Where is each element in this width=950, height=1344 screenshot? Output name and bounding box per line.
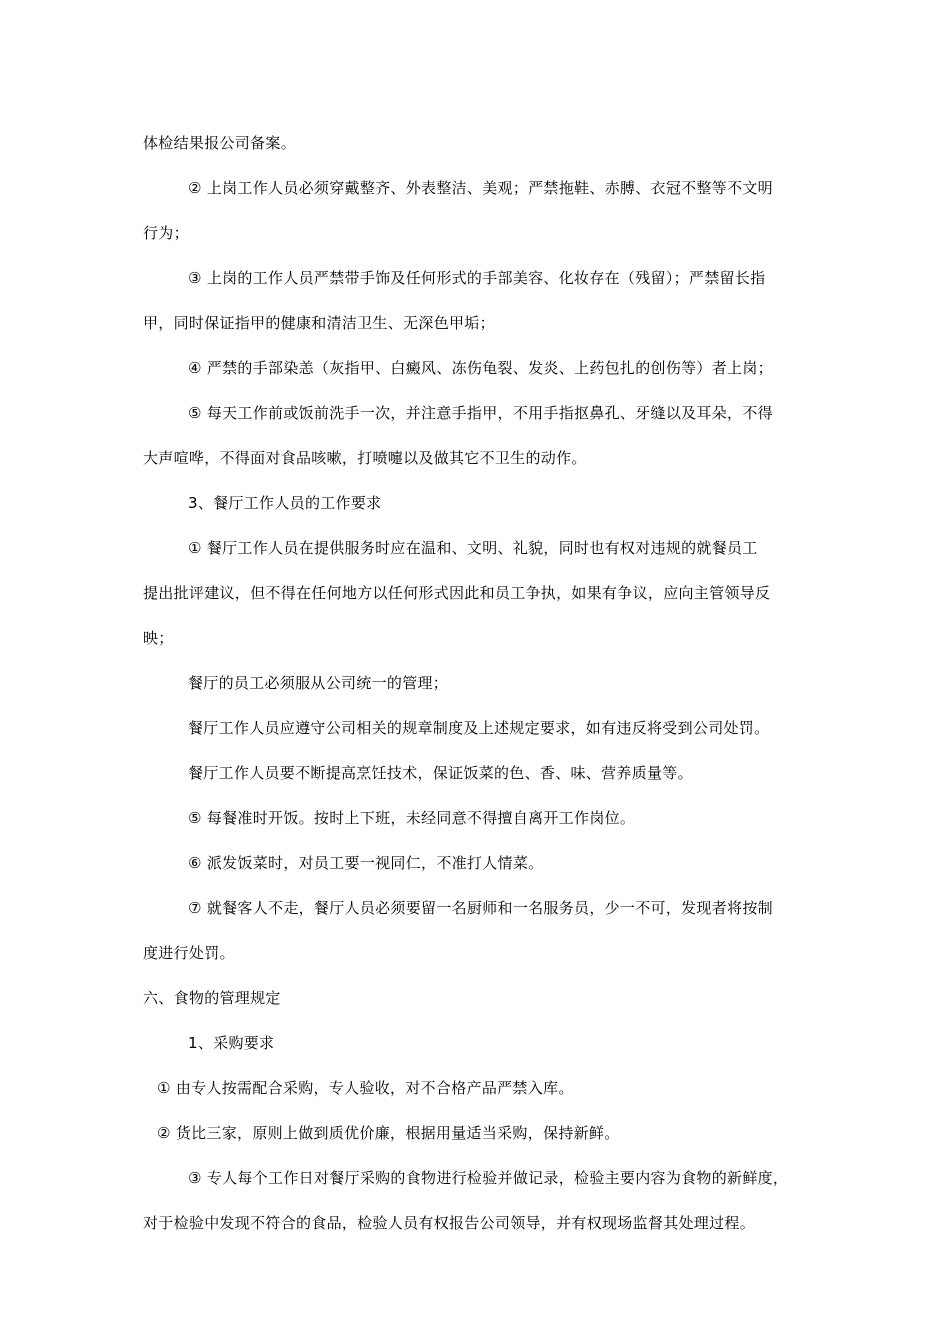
- list-item-2: ② 上岗工作人员必须穿戴整齐、外表整洁、美观；严禁拖鞋、赤膊、衣冠不整等不文明: [188, 179, 773, 197]
- list-item-7: ⑦ 就餐客人不走，餐厅人员必须要留一名厨师和一名服务员，少一不可，发现者将按制: [188, 899, 773, 917]
- paragraph: 餐厅工作人员要不断提高烹饪技术，保证饭菜的色、香、味、营养质量等。: [188, 764, 693, 782]
- paragraph: 餐厅工作人员应遵守公司相关的规章制度及上述规定要求，如有违反将受到公司处罚。: [188, 719, 770, 737]
- text-line: 大声喧哗，不得面对食品咳嗽，打喷嚏以及做其它不卫生的动作。: [143, 449, 587, 467]
- list-item-3: ③ 上岗的工作人员严禁带手饰及任何形式的手部美容、化妆存在（残留）；严禁留长指: [188, 269, 766, 287]
- text-line: 映；: [143, 629, 174, 647]
- list-item-1: ① 由专人按需配合采购，专人验收，对不合格产品严禁入库。: [157, 1079, 574, 1097]
- text-line: 度进行处罚。: [143, 944, 235, 962]
- list-item-5: ⑤ 每餐准时开饭。按时上下班，未经同意不得擅自离开工作岗位。: [188, 809, 636, 827]
- list-item-6: ⑥ 派发饭菜时，对员工要一视同仁，不准打人情菜。: [188, 854, 544, 872]
- text-line: 提出批评建议，但不得在任何地方以任何形式因此和员工争执，如果有争议，应向主管领导反: [143, 584, 771, 602]
- text-line: 行为；: [143, 224, 189, 242]
- text-line: 甲，同时保证指甲的健康和清洁卫生、无深色甲垢；: [143, 314, 495, 332]
- text-line: 体检结果报公司备案。: [143, 134, 297, 152]
- text-line: 对于检验中发现不符合的食品，检验人员有权报告公司领导，并有权现场监督其处理过程。: [143, 1214, 756, 1232]
- paragraph: 餐厅的员工必须服从公司统一的管理；: [188, 674, 449, 692]
- list-item-1: ① 餐厅工作人员在提供服务时应在温和、文明、礼貌，同时也有权对违规的就餐员工: [188, 539, 758, 557]
- list-item-4: ④ 严禁的手部染恙（灰指甲、白癜风、冻伤龟裂、发炎、上药包扎的创伤等）者上岗；: [188, 359, 773, 377]
- section-heading: 1、采购要求: [188, 1034, 275, 1052]
- section-heading: 3、餐厅工作人员的工作要求: [188, 494, 382, 512]
- list-item-5: ⑤ 每天工作前或饭前洗手一次，并注意手指甲，不用手指抠鼻孔、牙缝以及耳朵，不得: [188, 404, 773, 422]
- list-item-2: ② 货比三家，原则上做到质优价廉，根据用量适当采购，保持新鲜。: [157, 1124, 620, 1142]
- chapter-heading: 六、食物的管理规定: [143, 989, 281, 1007]
- list-item-3: ③ 专人每个工作日对餐厅采购的食物进行检验并做记录，检验主要内容为食物的新鲜度，: [188, 1169, 789, 1187]
